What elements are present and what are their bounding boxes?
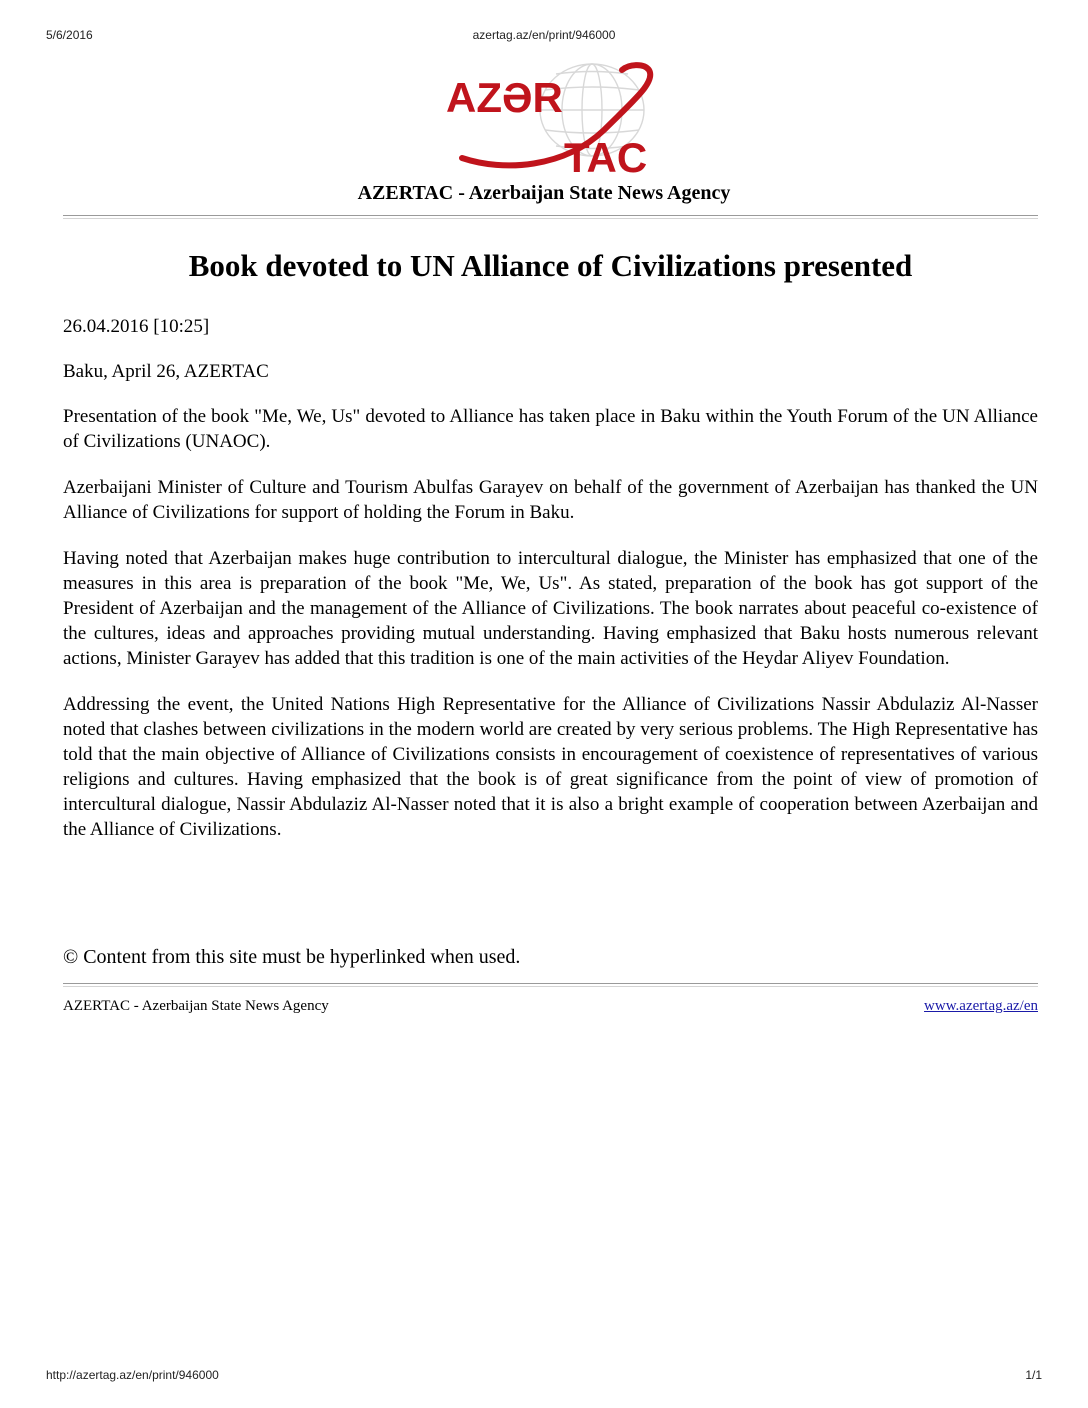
print-footer-url: http://azertag.az/en/print/946000 bbox=[46, 1368, 219, 1382]
footer-divider bbox=[63, 983, 1038, 987]
footer-site-link[interactable]: www.azertag.az/en bbox=[924, 998, 1038, 1014]
article-title: Book devoted to UN Alliance of Civilizations presented bbox=[188, 248, 913, 283]
article-paragraph: Having noted that Azerbaijan makes huge contribution to intercultural dialogue, the Minister has emphasized that one of the measures in this area is preparation of the book "Me, We, Us". As stated, preparation of the book has got support of the President of Azerbaijan and the management of the Alliance of Civilizations. The book narrates about peaceful co-existence of the cultures, ideas and approaches providing mutual understanding. Having emphasized that Baku hosts numerous relevant actions, Minister Garayev has added that this tradition is one of the main activities of the Heydar Aliyev Foundation. bbox=[63, 548, 1038, 669]
article-body bbox=[63, 314, 1038, 863]
logo-text-bottom: TAC bbox=[564, 134, 648, 178]
article-dateline: Baku, April 26, AZERTAC bbox=[63, 361, 269, 382]
header-divider bbox=[63, 215, 1038, 219]
article-paragraph: Presentation of the book "Me, We, Us" devoted to Alliance has taken place in Baku within the Youth Forum of the UN Alliance of Civilizations (UNAOC). bbox=[63, 406, 1038, 452]
print-url: azertag.az/en/print/946000 bbox=[472, 28, 616, 42]
article-paragraph: Azerbaijani Minister of Culture and Tourism Abulfas Garayev on behalf of the government of Azerbaijan has thanked the UN Alliance of Civilizations for support of holding the Forum in Baku. bbox=[63, 477, 1038, 523]
print-header bbox=[46, 28, 1042, 44]
copyright-notice: © Content from this site must be hyperlinked when used. bbox=[63, 946, 521, 968]
logo-text-top: AZƏR bbox=[446, 74, 563, 121]
agency-title: AZERTAC - Azerbaijan State News Agency bbox=[357, 182, 731, 204]
globe-logo-graphic bbox=[444, 60, 656, 178]
article-paragraph: Addressing the event, the United Nations High Representative for the Alliance of Civilizations Nassir Abdulaziz Al-Nasser noted that clashes between civilizations in the modern world are created by very serious problems. The High Representative has told that the main objective of Alliance of Civilizations consists in encouragement of coexistence of representatives of various religions and cultures. Having emphasized that the book is of great significance from the point of view of promotion of intercultural dialogue, Nassir Abdulaziz Al-Nasser noted that it is also a bright example of cooperation between Azerbaijan and the Alliance of Civilizations. bbox=[63, 694, 1038, 840]
print-date: 5/6/2016 bbox=[46, 28, 93, 42]
article-datetime: 26.04.2016 [10:25] bbox=[63, 316, 210, 337]
print-page-number: 1/1 bbox=[1025, 1368, 1042, 1382]
print-footer bbox=[46, 1368, 1042, 1384]
footer-agency: AZERTAC - Azerbaijan State News Agency bbox=[63, 998, 329, 1014]
azertac-logo bbox=[444, 60, 656, 178]
